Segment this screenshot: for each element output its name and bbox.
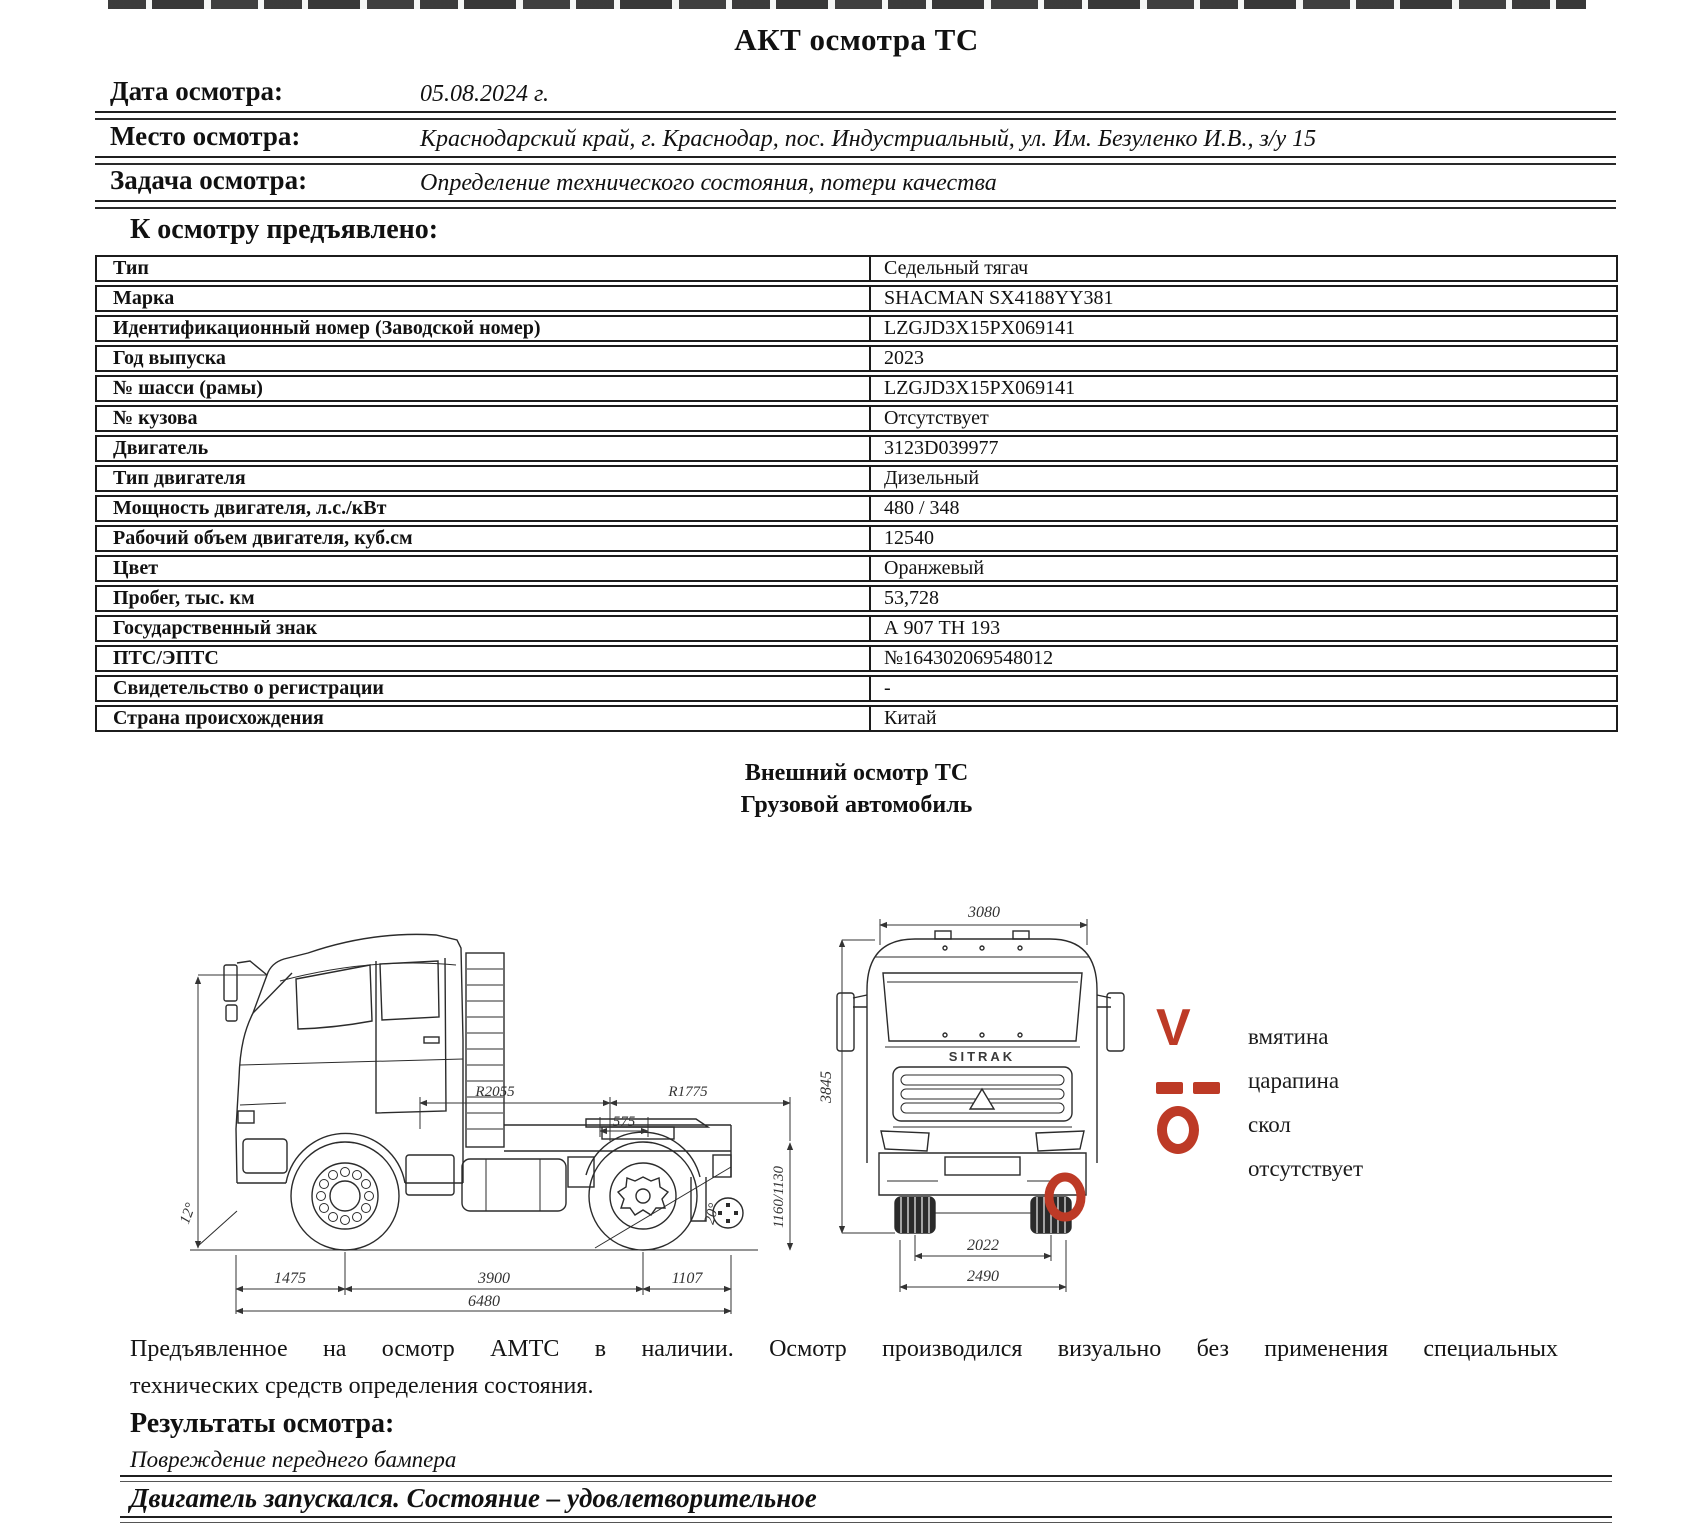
clipped-text-strip [108, 0, 1586, 9]
page-title: АКТ осмотра ТС [734, 22, 979, 57]
field-label: Пробег, тыс. км [95, 585, 869, 612]
table-row [95, 555, 1618, 582]
inspection-note-line1: Предъявленное на осмотр АМТС в наличии. Осмотр производился визуально без применения специальных [130, 1336, 1558, 1362]
field-label: ПТС/ЭПТС [95, 645, 869, 672]
presented-heading: К осмотру предъявлено: [130, 214, 439, 245]
meta-value-task: Определение технического состояния, потери качества [420, 170, 997, 196]
legend-dent-label: вмятина [1248, 1024, 1329, 1049]
table-row [95, 585, 1618, 612]
field-value: №164302069548012 [869, 645, 1618, 672]
table-row [95, 675, 1618, 702]
dim-approach-angle: 12° [177, 1201, 200, 1227]
field-value: 3123D039977 [869, 435, 1618, 462]
dim-rear-overhang: 1107 [671, 1270, 703, 1287]
field-label: Государственный знак [95, 615, 869, 642]
meta-label-date: Дата осмотра: [110, 76, 283, 106]
dim-overall-width: 3080 [968, 904, 1000, 921]
field-label: Рабочий объем двигателя, куб.см [95, 525, 869, 552]
table-row [95, 345, 1618, 372]
field-value: Оранжевый [869, 555, 1618, 582]
side-dimension-labels [177, 1084, 787, 1310]
field-value: 480 / 348 [869, 495, 1618, 522]
meta-label-task: Задача осмотра: [110, 165, 308, 195]
field-value: LZGJD3X15PX069141 [869, 375, 1618, 402]
table-row [95, 525, 1618, 552]
table-row [95, 405, 1618, 432]
field-label: Цвет [95, 555, 869, 582]
inspection-note-line2: технических средств определения состояния. [130, 1373, 594, 1399]
field-value: Дизельный [869, 465, 1618, 492]
field-value: LZGJD3X15PX069141 [869, 315, 1618, 342]
table-row [95, 375, 1618, 402]
field-value: - [869, 675, 1618, 702]
dim-departure-angle: 20° [701, 1201, 723, 1227]
results-heading: Результаты осмотра: [130, 1408, 395, 1439]
field-label: Год выпуска [95, 345, 869, 372]
field-label: Тип [95, 255, 869, 282]
divider-line [120, 1475, 1612, 1482]
dim-track: 2022 [967, 1237, 999, 1254]
field-value: Отсутствует [869, 405, 1618, 432]
dim-overall-height: 3845 [818, 1071, 835, 1103]
divider-line [95, 111, 1616, 120]
legend-chip-label: скол [1248, 1112, 1291, 1137]
legend-absent-label: отсутствует [1248, 1156, 1364, 1181]
table-row [95, 615, 1618, 642]
legend-chip-symbol [1157, 1106, 1199, 1154]
table-row [95, 435, 1618, 462]
legend-scratch-label: царапина [1248, 1068, 1340, 1093]
field-label: Идентификационный номер (Заводской номер) [95, 315, 869, 342]
table-row [95, 285, 1618, 312]
table-row [95, 495, 1618, 522]
field-label: Тип двигателя [95, 465, 869, 492]
truck-front-view-drawing [795, 895, 1125, 1305]
field-label: Мощность двигателя, л.с./кВт [95, 495, 869, 522]
table-row [95, 645, 1618, 672]
vehicle-table [95, 252, 1618, 735]
meta-value-place: Краснодарский край, г. Краснодар, пос. Индустриальный, ул. Им. Безуленко И.В., з/у 15 [420, 126, 1317, 152]
legend-scratch-symbol [1156, 1082, 1220, 1094]
dim-overall-length: 6480 [468, 1293, 500, 1310]
dim-r1775: R1775 [668, 1084, 708, 1100]
table-row [95, 465, 1618, 492]
exterior-heading-2: Грузовой автомобиль [740, 792, 973, 818]
field-value: 53,728 [869, 585, 1618, 612]
meta-value-date: 05.08.2024 г. [420, 81, 550, 107]
field-label: Двигатель [95, 435, 869, 462]
truck-side-view-drawing [140, 915, 800, 1315]
dim-r2055: R2055 [475, 1084, 515, 1100]
vehicle-table-body [95, 255, 1618, 732]
divider-line [95, 200, 1616, 209]
front-badge-text: SITRAK [948, 1049, 1016, 1064]
dim-frame-height: 1160/1130 [771, 1166, 787, 1228]
field-value: А 907 ТН 193 [869, 615, 1618, 642]
results-item-1: Повреждение переднего бампера [130, 1447, 457, 1472]
dim-575: 575 [612, 1114, 636, 1130]
front-dimension-lines [842, 919, 1087, 1292]
divider-line [120, 1516, 1612, 1523]
table-row [95, 255, 1618, 282]
table-row [95, 315, 1618, 342]
dim-front-overhang: 1475 [274, 1270, 306, 1287]
field-value: 2023 [869, 345, 1618, 372]
field-label: Страна происхождения [95, 705, 869, 732]
field-value: Китай [869, 705, 1618, 732]
meta-label-place: Место осмотра: [110, 121, 301, 151]
field-label: № шасси (рамы) [95, 375, 869, 402]
field-value: Седельный тягач [869, 255, 1618, 282]
field-value: 12540 [869, 525, 1618, 552]
results-item-2: Двигатель запускался. Состояние – удовлетворительное [130, 1483, 817, 1513]
exterior-heading-1: Внешний осмотр ТС [744, 760, 969, 786]
field-label: № кузова [95, 405, 869, 432]
field-label: Свидетельство о регистрации [95, 675, 869, 702]
divider-line [95, 156, 1616, 165]
table-row [95, 705, 1618, 732]
legend-dent-symbol: V [1156, 999, 1191, 1057]
field-value: SHACMAN SX4188YY381 [869, 285, 1618, 312]
dim-wheelbase: 3900 [478, 1270, 510, 1287]
dim-bumper-width: 2490 [967, 1268, 999, 1285]
field-label: Марка [95, 285, 869, 312]
